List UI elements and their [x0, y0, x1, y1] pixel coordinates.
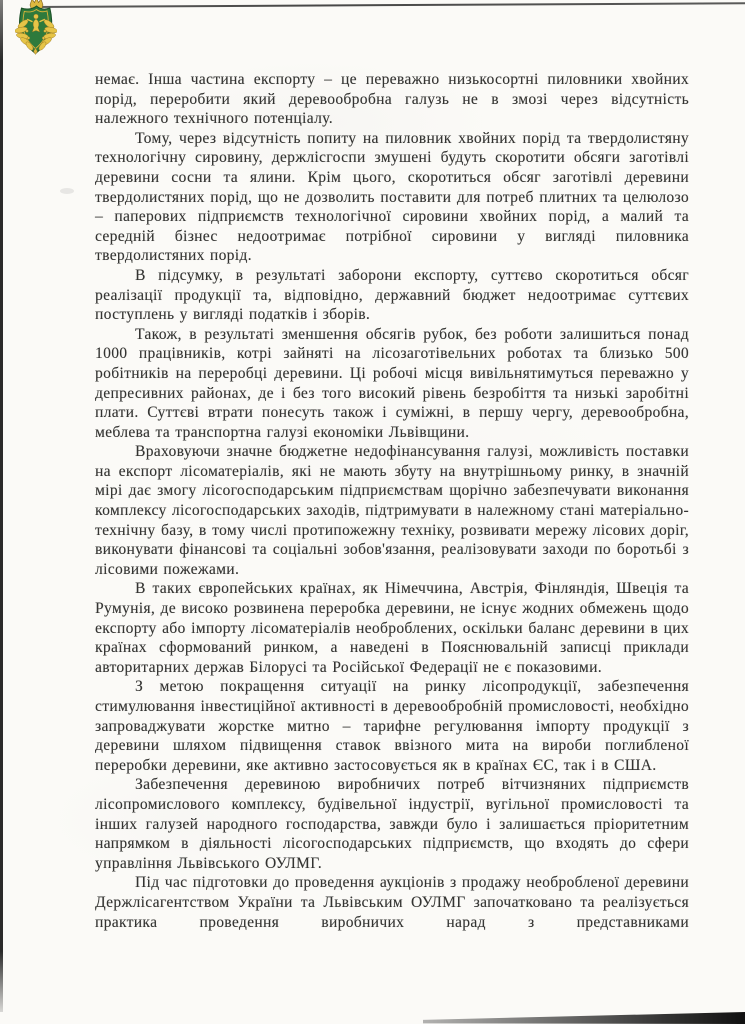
- paragraph: Також, в результаті зменшення обсягів рубок, без роботи залишиться понад 1000 працівників, котрі зайняті на лісозаготівельних роботах та близько 500 робітників на переробці деревини. Ці робочі місця вивільнятимуться переважно у депресивних районах, де і без того високий рівень безробіття та низькі заробітні плати. Суттєві втрати понесуть також і суміжні, в першу чергу, деревообробна, меблева та транспортна галузі економіки Львівщини.: [95, 325, 689, 441]
- scan-smudge: [60, 188, 74, 194]
- paragraph: З метою покращення ситуації на ринку лісопродукції, забезпечення стимулювання інвестиційної активності в деревообробній промисловості, необхідно запроваджувати жорстке митно – тарифне регулювання імпорту продукції з деревини шляхом підвищення ставок ввізного мита на вироби поглибленої переробки деревини, яке активно застосовується як в країнах ЄС, так і в США.: [95, 678, 689, 774]
- scan-artifact-top-line: [32, 2, 745, 7]
- forestry-agency-emblem-icon: [15, 0, 57, 56]
- paragraph: В підсумку, в результаті заборони експорту, суттєво скоротиться обсяг реалізації продукції та, відповідно, державний бюджет недоотримає суттєвих поступлень у вигляді податків і зборів.: [95, 266, 689, 324]
- paragraph: В таких європейських країнах, як Німеччина, Австрія, Фінляндія, Швеція та Румунія, де високо розвинена переробка деревини, не існує жодних обмежень щодо експорту або імпорту лісоматеріалів необроблених, оскільки баланс деревини в цих країнах сформований ринком, а наведені в Пояснювальній записці приклади авторитарних держав Білорусі та Російської Федерації не є показовими.: [95, 580, 689, 676]
- scan-artifact-bottom-line: [423, 1011, 745, 1024]
- paragraph: Тому, через відсутність попиту на пиловник хвойних порід та твердолистяну технологічну сировину, держлісгоспи змушені будуть скоротити обсяги заготівлі деревини сосни та ялини. Крім цього, скоротиться обсяг заготівлі деревини твердолистяних порід, що не дозволить поставити для потреб плитних та целюлозо – паперових підприємств технологічної сировини хвойних порід, а малий та середній бізнес недоотримає потрібної сировини у вигляді пиловника твердолистяних порід.: [95, 129, 689, 265]
- document-body: [95, 70, 689, 932]
- paragraph: Забезпечення деревиною виробничих потреб вітчизняних підприємств лісопромислового комплексу, будівельної індустрії, вугільної промисловості та інших галузей народного господарства, завжди було і залишається пріоритетним напрямком в діяльності лісогосподарських підприємств, що входять до сфери управління Львівського ОУЛМГ.: [95, 776, 689, 872]
- paragraph: немає. Інша частина експорту – це переважно низькосортні пиловники хвойних порід, переробити який деревообробна галузь не в змозі через відсутність належного технічного потенціалу.: [95, 71, 689, 128]
- paragraph: Під час підготовки до проведення аукціонів з продажу необробленої деревини Держлісагентством України та Львівським ОУЛМГ започатковано та реалізується практика проведення виробничих нарад з представниками: [95, 874, 689, 931]
- paragraph: Враховуючи значне бюджетне недофінансування галузі, можливість поставки на експорт лісоматеріалів, які не мають збуту на внутрішньому ринку, в значній мірі дає змогу лісогосподарським підприємствам щорічно забезпечувати виконання комплексу лісогосподарських заходів, підтримувати в належному стані матеріально-технічну базу, в тому числі протипожежну техніку, розвивати мережу лісових доріг, виконувати фінансові та соціальні зобов'язання, реалізовувати заходи по боротьбі з лісовими пожежами.: [95, 443, 689, 578]
- scan-artifact-left-edge: [0, 0, 3, 1012]
